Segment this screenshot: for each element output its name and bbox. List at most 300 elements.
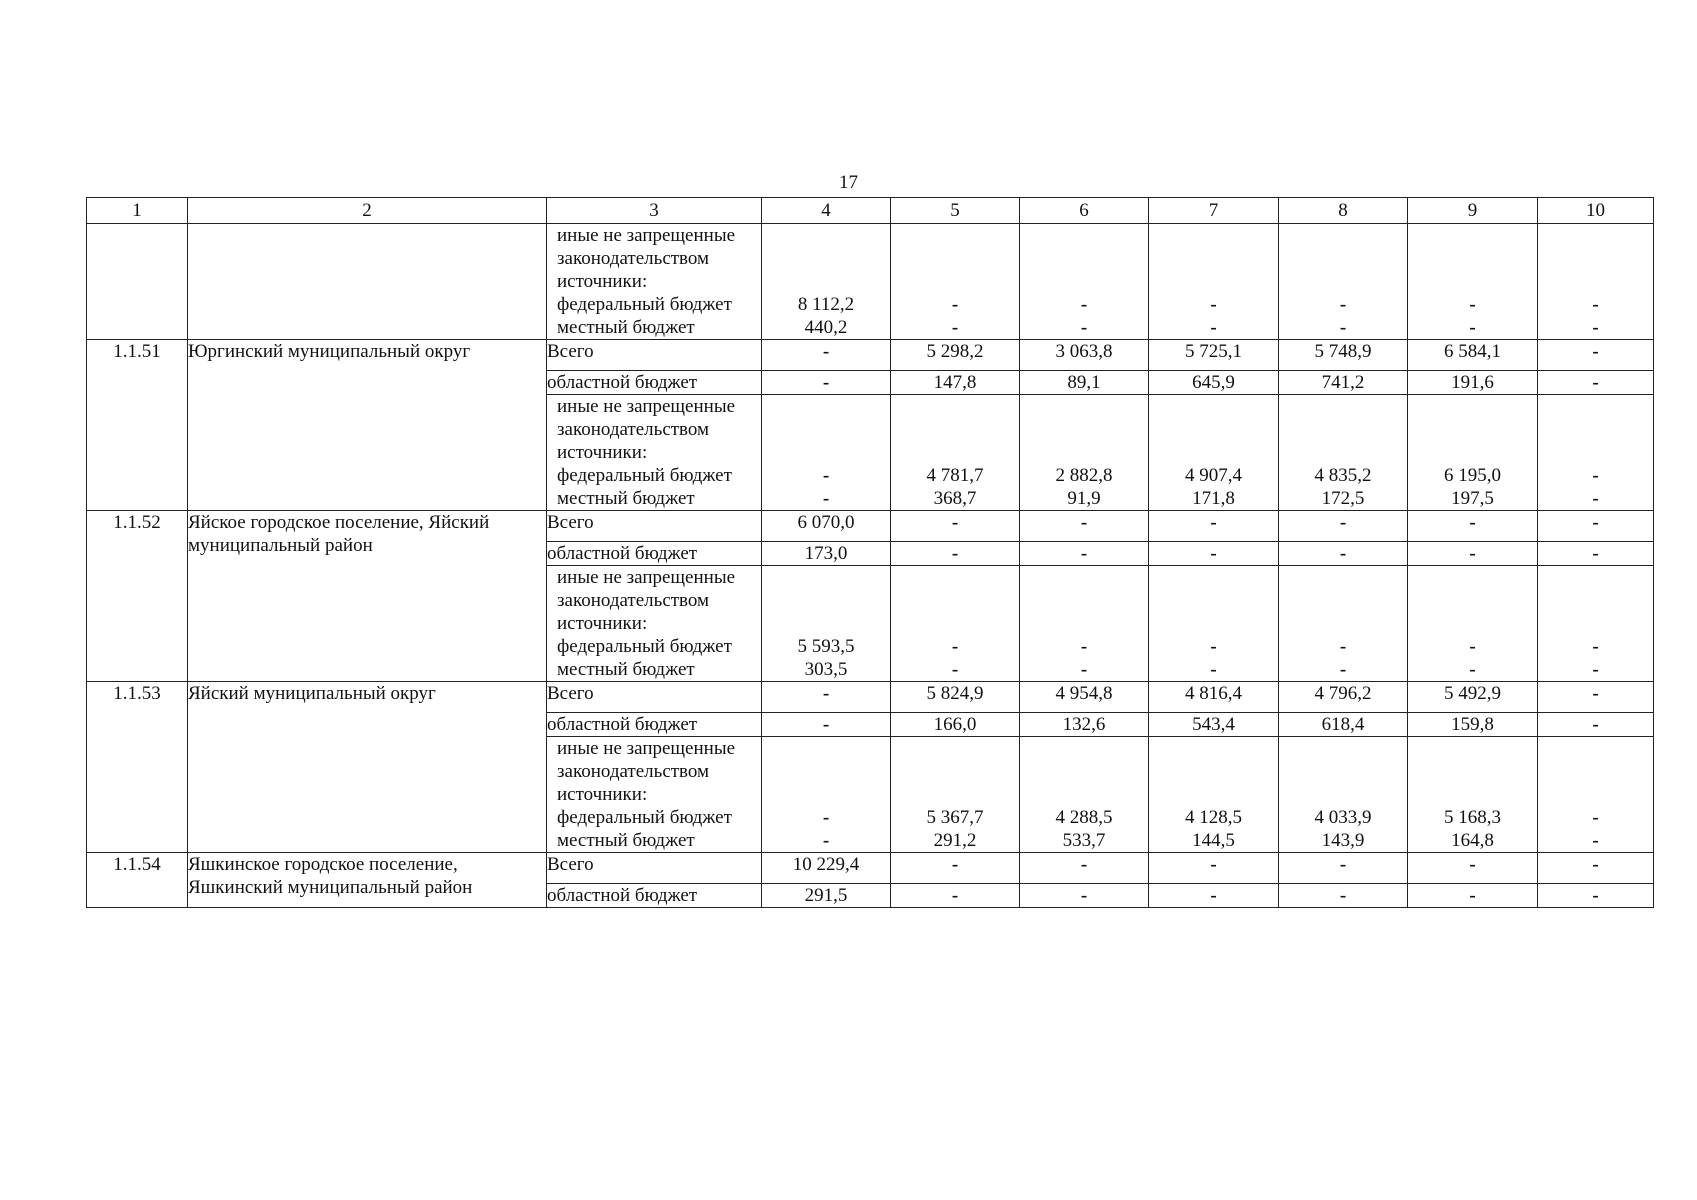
value-cell: -	[1592, 294, 1599, 315]
value-cell: 4 033,9	[1314, 807, 1372, 828]
value-cell: -	[822, 807, 830, 828]
funding-source-label: Всего	[547, 511, 762, 542]
spacer-line	[1408, 418, 1537, 441]
value-column	[762, 566, 891, 682]
value-cell: -	[822, 465, 830, 486]
value-cell: -	[1149, 853, 1279, 884]
value-cell: 291,2	[933, 830, 977, 851]
spacer-line	[891, 589, 1019, 612]
spacer-line	[1538, 395, 1653, 418]
value-cell: 4 781,7	[926, 465, 984, 486]
spacer-line	[891, 760, 1019, 783]
value-cell: -	[1538, 340, 1654, 371]
value-cell: -	[1469, 659, 1476, 680]
value-cell: -	[1020, 511, 1149, 542]
value-cell: 5 824,9	[891, 682, 1020, 713]
value-cell: 166,0	[891, 713, 1020, 737]
funding-source-label: Всего	[547, 682, 762, 713]
value-cell: -	[1538, 884, 1654, 908]
spacer-line	[1020, 441, 1148, 464]
value-cell: 4 796,2	[1279, 682, 1408, 713]
value-cell: 440,2	[804, 317, 848, 338]
spacer-line	[1279, 395, 1407, 418]
value-cell: -	[1279, 853, 1408, 884]
value-cell: -	[822, 830, 830, 851]
value-cell: -	[1469, 636, 1476, 657]
value-cell: -	[1592, 488, 1599, 509]
value-cell: 197,5	[1451, 488, 1494, 509]
value-cell: -	[1469, 294, 1476, 315]
value-cell: -	[1538, 682, 1654, 713]
spacer-line	[1020, 270, 1148, 293]
value-column	[1279, 566, 1408, 682]
value-cell: 291,5	[762, 884, 891, 908]
spacer-line	[1279, 247, 1407, 270]
value-column	[1149, 224, 1279, 340]
value-cell: 2 882,8	[1055, 465, 1113, 486]
spacer-line	[891, 783, 1019, 806]
value-stack	[1149, 224, 1278, 339]
spacer-line	[762, 224, 890, 247]
spacer-line	[1538, 612, 1653, 635]
value-cell: 741,2	[1279, 371, 1408, 395]
spacer-line	[1020, 247, 1148, 270]
column-number: 9	[1408, 198, 1538, 224]
value-cell: 171,8	[1192, 488, 1235, 509]
spacer-line	[891, 395, 1019, 418]
funding-source-label-line: федеральный бюджет	[557, 636, 732, 657]
value-cell: 5 725,1	[1149, 340, 1279, 371]
value-cell: -	[1210, 636, 1217, 657]
column-number: 2	[188, 198, 547, 224]
value-cell: -	[1149, 511, 1279, 542]
table-row	[87, 224, 1654, 340]
value-stack	[891, 566, 1019, 681]
value-cell: -	[1339, 317, 1347, 338]
value-column	[1020, 395, 1149, 511]
value-column	[891, 566, 1020, 682]
spacer-line	[891, 418, 1019, 441]
spacer-line	[762, 247, 890, 270]
value-stack	[1020, 737, 1148, 852]
value-cell: -	[891, 884, 1020, 908]
value-cell: -	[1538, 511, 1654, 542]
value-stack	[891, 224, 1019, 339]
spacer-line	[891, 737, 1019, 760]
spacer-line	[1279, 566, 1407, 589]
value-cell: -	[1538, 853, 1654, 884]
value-cell: -	[1592, 636, 1599, 657]
spacer-line	[1538, 737, 1653, 760]
value-cell: 173,0	[762, 542, 891, 566]
funding-source-label	[547, 395, 761, 510]
spacer-line	[891, 441, 1019, 464]
spacer-line	[1408, 612, 1537, 635]
item-code: 1.1.54	[87, 853, 188, 908]
value-cell: 5 367,7	[926, 807, 984, 828]
name-cell	[188, 224, 547, 340]
spacer-line	[1538, 418, 1653, 441]
value-cell: 533,7	[1062, 830, 1106, 851]
value-stack	[1538, 224, 1653, 339]
value-column	[762, 737, 891, 853]
value-cell: 5 168,3	[1444, 807, 1501, 828]
spacer-line	[762, 760, 890, 783]
value-cell: -	[1210, 317, 1217, 338]
funding-source-label: областной бюджет	[547, 371, 762, 395]
value-column	[891, 395, 1020, 511]
item-code: 1.1.52	[87, 511, 188, 682]
value-stack	[1408, 566, 1537, 681]
spacer-line	[762, 737, 890, 760]
spacer-line	[1279, 737, 1407, 760]
page-number: 17	[839, 172, 858, 193]
spacer-line	[1408, 395, 1537, 418]
spacer-line	[1279, 224, 1407, 247]
spacer-line	[891, 270, 1019, 293]
column-number: 3	[547, 198, 762, 224]
value-cell: -	[1149, 884, 1279, 908]
value-cell: -	[1339, 294, 1347, 315]
table-row	[87, 853, 1654, 884]
value-cell: -	[1592, 465, 1599, 486]
spacer-line	[1538, 589, 1653, 612]
value-cell: -	[1408, 853, 1538, 884]
value-cell: -	[1339, 636, 1347, 657]
funding-source-label-line: источники:	[557, 784, 648, 805]
value-stack	[1020, 224, 1148, 339]
funding-source-label-line: законодательством	[557, 248, 710, 269]
value-cell: -	[1538, 542, 1654, 566]
value-cell: -	[1080, 294, 1088, 315]
value-column	[1538, 395, 1654, 511]
spacer-line	[1279, 270, 1407, 293]
spacer-line	[1538, 760, 1653, 783]
funding-source-cell	[547, 737, 762, 853]
value-cell: -	[1149, 542, 1279, 566]
value-cell: -	[1020, 884, 1149, 908]
spacer-line	[762, 418, 890, 441]
spacer-line	[1408, 566, 1537, 589]
spacer-line	[1149, 783, 1278, 806]
value-stack	[1020, 395, 1148, 510]
value-column	[762, 395, 891, 511]
spacer-line	[762, 395, 890, 418]
column-number: 7	[1149, 198, 1279, 224]
value-stack	[762, 395, 890, 510]
municipality-name: Юргинский муниципальный округ	[188, 340, 547, 511]
value-cell: 143,9	[1321, 830, 1365, 851]
spacer-line	[1538, 224, 1653, 247]
spacer-line	[762, 612, 890, 635]
value-stack	[1279, 224, 1407, 339]
spacer-line	[1020, 418, 1148, 441]
spacer-line	[1408, 783, 1537, 806]
value-cell: -	[762, 371, 891, 395]
funding-source-label-line: источники:	[557, 442, 648, 463]
value-cell: -	[1279, 511, 1408, 542]
value-cell: 6 584,1	[1408, 340, 1538, 371]
spacer-line	[1020, 224, 1148, 247]
value-cell: -	[951, 659, 959, 680]
column-number: 10	[1538, 198, 1654, 224]
spacer-line	[762, 589, 890, 612]
funding-source-label	[547, 737, 761, 852]
value-cell: -	[1020, 542, 1149, 566]
funding-source-label-line: иные не запрещенные	[557, 396, 736, 417]
spacer-line	[1408, 737, 1537, 760]
spacer-line	[1279, 418, 1407, 441]
value-stack	[1408, 737, 1537, 852]
spacer-line	[1408, 247, 1537, 270]
spacer-line	[1020, 737, 1148, 760]
spacer-line	[1149, 589, 1278, 612]
table-row	[87, 340, 1654, 371]
value-cell: -	[762, 682, 891, 713]
item-code: 1.1.51	[87, 340, 188, 511]
spacer-line	[1408, 270, 1537, 293]
spacer-line	[1149, 224, 1278, 247]
value-column	[1408, 566, 1538, 682]
value-stack	[762, 566, 890, 681]
value-column	[1020, 566, 1149, 682]
value-column	[1408, 395, 1538, 511]
funding-source-label-line: иные не запрещенные	[557, 225, 736, 246]
column-number: 5	[891, 198, 1020, 224]
value-column	[1149, 737, 1279, 853]
spacer-line	[1149, 395, 1278, 418]
spacer-line	[1020, 395, 1148, 418]
funding-source-label-line: местный бюджет	[557, 830, 695, 851]
funding-source-label: областной бюджет	[547, 713, 762, 737]
value-cell: 159,8	[1408, 713, 1538, 737]
value-cell: -	[1279, 884, 1408, 908]
value-stack	[1279, 566, 1407, 681]
value-stack	[1279, 395, 1407, 510]
spacer-line	[762, 270, 890, 293]
spacer-line	[1538, 270, 1653, 293]
value-cell: 6 195,0	[1444, 465, 1501, 486]
column-number: 1	[87, 198, 188, 224]
value-cell: -	[951, 294, 959, 315]
municipality-name: Яйское городское поселение, Яйский муниципальный район	[188, 511, 547, 682]
value-column	[891, 224, 1020, 340]
funding-source-label-line: федеральный бюджет	[557, 294, 732, 315]
value-column	[1149, 395, 1279, 511]
value-column	[1149, 566, 1279, 682]
value-column	[1408, 737, 1538, 853]
spacer-line	[1149, 737, 1278, 760]
value-column	[1279, 395, 1408, 511]
value-cell: 191,6	[1408, 371, 1538, 395]
value-column	[1538, 737, 1654, 853]
value-cell: -	[822, 488, 830, 509]
value-cell: -	[1080, 659, 1088, 680]
value-cell: 543,4	[1149, 713, 1279, 737]
value-cell: 6 070,0	[762, 511, 891, 542]
value-cell: 89,1	[1020, 371, 1149, 395]
value-stack	[1408, 395, 1537, 510]
value-cell: -	[951, 317, 959, 338]
value-stack	[1149, 395, 1278, 510]
value-stack	[762, 737, 890, 852]
value-stack	[1538, 737, 1653, 852]
value-cell: -	[1408, 511, 1538, 542]
value-cell: -	[1408, 884, 1538, 908]
funding-source-label-line: иные не запрещенные	[557, 738, 736, 759]
value-cell: 618,4	[1279, 713, 1408, 737]
table-row	[87, 511, 1654, 542]
value-cell: 303,5	[804, 659, 848, 680]
spacer-line	[762, 441, 890, 464]
value-cell: 10 229,4	[762, 853, 891, 884]
value-column	[1538, 224, 1654, 340]
spacer-line	[1408, 589, 1537, 612]
funding-source-label	[547, 224, 761, 339]
funding-source-label-line: источники:	[557, 271, 648, 292]
spacer-line	[1020, 783, 1148, 806]
spacer-line	[1149, 612, 1278, 635]
spacer-line	[1538, 441, 1653, 464]
value-cell: 5 298,2	[891, 340, 1020, 371]
spacer-line	[1538, 566, 1653, 589]
value-cell: 91,9	[1067, 488, 1101, 509]
value-stack	[1020, 566, 1148, 681]
funding-source-label: областной бюджет	[547, 542, 762, 566]
spacer-line	[1149, 418, 1278, 441]
funding-source-label: областной бюджет	[547, 884, 762, 908]
funding-source-label	[547, 566, 761, 681]
column-number-row	[87, 198, 1654, 224]
value-cell: -	[1538, 713, 1654, 737]
value-cell: 4 128,5	[1185, 807, 1242, 828]
code-cell	[87, 224, 188, 340]
value-cell: 3 063,8	[1020, 340, 1149, 371]
funding-source-cell	[547, 566, 762, 682]
column-number: 6	[1020, 198, 1149, 224]
value-cell: -	[1210, 294, 1217, 315]
value-stack	[1149, 737, 1278, 852]
funding-source-cell	[547, 395, 762, 511]
value-stack	[762, 224, 890, 339]
value-cell: -	[891, 542, 1020, 566]
value-stack	[1538, 395, 1653, 510]
spacer-line	[1279, 612, 1407, 635]
municipality-name: Яйский муниципальный округ	[188, 682, 547, 853]
value-cell: -	[1020, 853, 1149, 884]
value-stack	[891, 737, 1019, 852]
value-stack	[891, 395, 1019, 510]
value-cell: 8 112,2	[797, 294, 855, 315]
value-cell: 5 593,5	[797, 636, 855, 657]
funding-source-label-line: законодательством	[557, 590, 710, 611]
funding-source-label-line: законодательством	[557, 761, 710, 782]
value-cell: -	[762, 340, 891, 371]
spacer-line	[762, 783, 890, 806]
value-stack	[1408, 224, 1537, 339]
funding-source-label-line: местный бюджет	[557, 659, 695, 680]
value-cell: -	[1469, 317, 1476, 338]
value-cell: -	[1538, 371, 1654, 395]
budget-table	[86, 197, 1654, 908]
value-cell: 4 835,2	[1314, 465, 1372, 486]
value-column	[891, 737, 1020, 853]
value-column	[1408, 224, 1538, 340]
value-cell: -	[762, 713, 891, 737]
spacer-line	[1279, 760, 1407, 783]
value-cell: 132,6	[1020, 713, 1149, 737]
funding-source-label-line: федеральный бюджет	[557, 807, 732, 828]
funding-source-label-line: местный бюджет	[557, 488, 695, 509]
value-cell: 172,5	[1321, 488, 1365, 509]
funding-source-label-line: источники:	[557, 613, 648, 634]
item-code: 1.1.53	[87, 682, 188, 853]
spacer-line	[1279, 783, 1407, 806]
spacer-line	[1020, 566, 1148, 589]
value-column	[1279, 737, 1408, 853]
value-cell: -	[1080, 317, 1088, 338]
value-cell: 645,9	[1149, 371, 1279, 395]
value-cell: 368,7	[933, 488, 977, 509]
value-cell: -	[1210, 659, 1217, 680]
value-column	[1020, 737, 1149, 853]
spacer-line	[1279, 441, 1407, 464]
value-cell: 144,5	[1192, 830, 1235, 851]
value-cell: 5 748,9	[1279, 340, 1408, 371]
spacer-line	[1408, 224, 1537, 247]
value-column	[1279, 224, 1408, 340]
value-column	[1538, 566, 1654, 682]
funding-source-label-line: местный бюджет	[557, 317, 695, 338]
spacer-line	[1408, 441, 1537, 464]
value-cell: -	[1408, 542, 1538, 566]
funding-source-label-line: федеральный бюджет	[557, 465, 732, 486]
funding-source-label-line: законодательством	[557, 419, 710, 440]
value-cell: -	[1080, 636, 1088, 657]
funding-source-cell	[547, 224, 762, 340]
value-cell: 4 907,4	[1185, 465, 1242, 486]
value-cell: 147,8	[891, 371, 1020, 395]
value-column	[1020, 224, 1149, 340]
spacer-line	[891, 224, 1019, 247]
value-column	[762, 224, 891, 340]
spacer-line	[1149, 566, 1278, 589]
spacer-line	[762, 566, 890, 589]
spacer-line	[1020, 612, 1148, 635]
value-cell: 4 954,8	[1020, 682, 1149, 713]
spacer-line	[1149, 247, 1278, 270]
value-stack	[1279, 737, 1407, 852]
column-number: 4	[762, 198, 891, 224]
value-cell: -	[1592, 807, 1599, 828]
value-stack	[1149, 566, 1278, 681]
value-cell: -	[891, 853, 1020, 884]
spacer-line	[1149, 270, 1278, 293]
value-cell: -	[1279, 542, 1408, 566]
municipality-name: Яшкинское городское поселение, Яшкинский муниципальный район	[188, 853, 547, 908]
value-cell: -	[891, 511, 1020, 542]
value-cell: -	[1592, 659, 1599, 680]
value-cell: 5 492,9	[1408, 682, 1538, 713]
spacer-line	[1279, 589, 1407, 612]
value-cell: -	[1592, 317, 1599, 338]
value-cell: -	[951, 636, 959, 657]
spacer-line	[891, 566, 1019, 589]
spacer-line	[891, 612, 1019, 635]
spacer-line	[1020, 760, 1148, 783]
value-cell: 4 288,5	[1055, 807, 1113, 828]
column-number: 8	[1279, 198, 1408, 224]
